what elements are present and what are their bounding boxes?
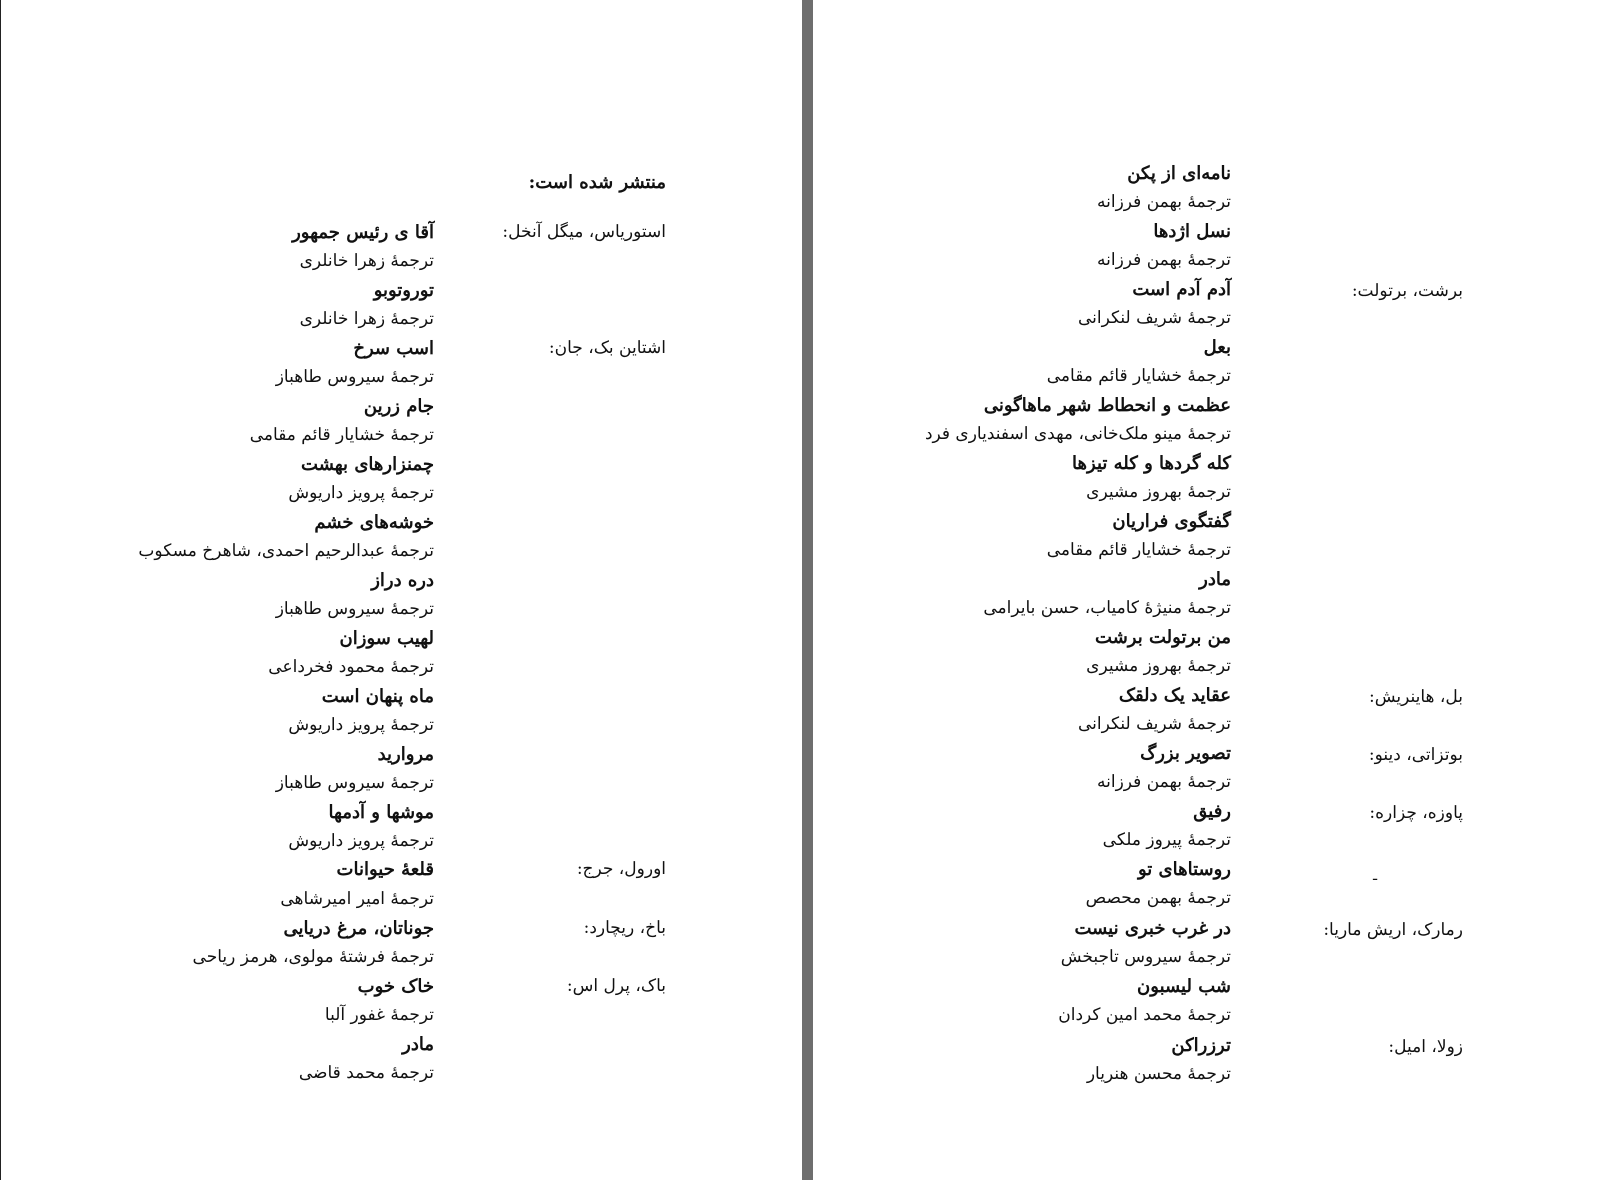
book-title: اسب سرخ: [353, 338, 434, 359]
book-title: جوناتان، مرغ دریایی: [283, 918, 434, 939]
book-title: لهیب سوزان: [339, 628, 434, 649]
book-translator: ترجمهٔ بهمن فرزانه: [1097, 772, 1231, 792]
book-translator: ترجمهٔ سیروس طاهباز: [275, 773, 434, 793]
book-translator: ترجمهٔ پرویز داریوش: [288, 831, 434, 851]
author-asturias: استوریاس، میگل آنخل:: [502, 222, 666, 242]
book-translator: ترجمهٔ سیروس طاهباز: [275, 367, 434, 387]
book-translator: ترجمهٔ غفور آلبا: [324, 1005, 434, 1025]
book-translator: ترجمهٔ محمود فخرداعی: [268, 657, 434, 677]
book-translator: ترجمهٔ محمد قاضی: [298, 1063, 434, 1083]
book-title: در غرب خبری نیست: [1074, 918, 1231, 939]
published-heading: منتشر شده است:: [528, 172, 666, 193]
book-translator: ترجمهٔ زهرا خانلری: [299, 251, 434, 271]
book-title: مادر: [1199, 569, 1231, 590]
book-title: شب لیسبون: [1137, 976, 1231, 997]
book-title: خوشه‌های خشم: [314, 512, 434, 533]
book-translator: ترجمهٔ عبدالرحیم احمدی، شاهرخ مسکوب: [138, 541, 434, 561]
book-translator: ترجمهٔ پرویز داریوش: [288, 715, 434, 735]
book-title: تصویر بزرگ: [1140, 743, 1231, 764]
book-title: مادر: [402, 1034, 434, 1055]
author-buzzati: بوتزاتی، دینو:: [1368, 745, 1463, 765]
author-zola: زولا، امیل:: [1388, 1037, 1463, 1057]
book-translator: ترجمهٔ بهمن فرزانه: [1097, 192, 1231, 212]
book-title: دره دراز: [371, 570, 434, 591]
book-title: چمنزارهای بهشت: [301, 454, 434, 475]
author-buck: باک، پرل اس:: [566, 976, 666, 996]
author-orwell: اورول، جرج:: [576, 859, 666, 879]
book-translator: ترجمهٔ خشایار قائم مقامی: [249, 425, 434, 445]
book-title: موشها و آدمها: [328, 802, 434, 823]
author-pavese: پاوزه، چزاره:: [1369, 803, 1463, 823]
book-title: قلعهٔ حیوانات: [336, 859, 434, 880]
book-translator: ترجمهٔ بهمن محصص: [1085, 888, 1231, 908]
book-translator: ترجمهٔ محمد امین کردان: [1058, 1005, 1231, 1025]
author-brecht: برشت، برتولت:: [1351, 281, 1463, 301]
book-title: آقا ی رئیس جمهور: [292, 222, 434, 243]
book-translator: ترجمهٔ امیر امیرشاهی: [280, 889, 434, 909]
book-title: نسل اژدها: [1153, 221, 1231, 242]
book-translator: ترجمهٔ محسن هنریار: [1086, 1064, 1231, 1084]
author-remarque: رمارک، اریش ماریا:: [1323, 920, 1463, 940]
book-title: من برتولت برشت: [1095, 627, 1231, 648]
book-title: نامه‌ای از پکن: [1127, 163, 1231, 184]
book-title: ترزراکن: [1171, 1035, 1231, 1056]
book-title: کله گردها و کله تیزها: [1072, 453, 1231, 474]
book-translator: ترجمهٔ زهرا خانلری: [299, 309, 434, 329]
author-bach: باخ، ریچارد:: [583, 918, 666, 938]
book-translator: ترجمهٔ بهروز مشیری: [1086, 482, 1231, 502]
book-translator: ترجمهٔ پیروز ملکی: [1102, 830, 1231, 850]
book-title: ماه پنهان است: [321, 686, 434, 707]
book-translator: ترجمهٔ سیروس تاجبخش: [1060, 947, 1231, 967]
book-translator: ترجمهٔ بهمن فرزانه: [1097, 250, 1231, 270]
author-steinbeck: اشتاین بک، جان:: [548, 338, 666, 358]
book-title: خاک خوب: [357, 976, 434, 997]
book-translator: ترجمهٔ مینو ملک‌خانی، مهدی اسفندیاری فرد: [924, 424, 1231, 444]
author-boll: بل، هاینریش:: [1368, 687, 1463, 707]
book-title: جام زرین: [363, 396, 434, 417]
book-translator: ترجمهٔ فرشتهٔ مولوی، هرمز ریاحی: [192, 947, 434, 967]
book-title: مروارید: [377, 744, 434, 765]
book-translator: ترجمهٔ شریف لنکرانی: [1077, 308, 1231, 328]
book-translator: ترجمهٔ منیژهٔ کامیاب، حسن بایرامی: [983, 598, 1231, 618]
book-translator: ترجمهٔ پرویز داریوش: [288, 483, 434, 503]
book-title: عظمت و انحطاط شهر ماهاگونی: [983, 395, 1231, 416]
book-translator: ترجمهٔ خشایار قائم مقامی: [1046, 540, 1231, 560]
book-translator: ترجمهٔ بهروز مشیری: [1086, 656, 1231, 676]
book-title: بعل: [1203, 337, 1231, 358]
book-gutter: [802, 0, 813, 1180]
book-translator: ترجمهٔ شریف لنکرانی: [1077, 714, 1231, 734]
book-translator: ترجمهٔ سیروس طاهباز: [275, 599, 434, 619]
book-title: عقاید یک دلقک: [1118, 685, 1231, 706]
book-title: آدم آدم است: [1132, 279, 1231, 300]
book-translator: ترجمهٔ خشایار قائم مقامی: [1046, 366, 1231, 386]
book-title: روستاهای تو: [1137, 859, 1231, 880]
book-title: رفیق: [1193, 801, 1231, 822]
right-page: [813, 0, 1611, 1180]
book-title: گفتگوی فراریان: [1112, 511, 1231, 532]
book-title: توروتوبو: [373, 280, 434, 301]
stray-mark: ـ: [1373, 868, 1378, 884]
left-page: [0, 0, 802, 1180]
